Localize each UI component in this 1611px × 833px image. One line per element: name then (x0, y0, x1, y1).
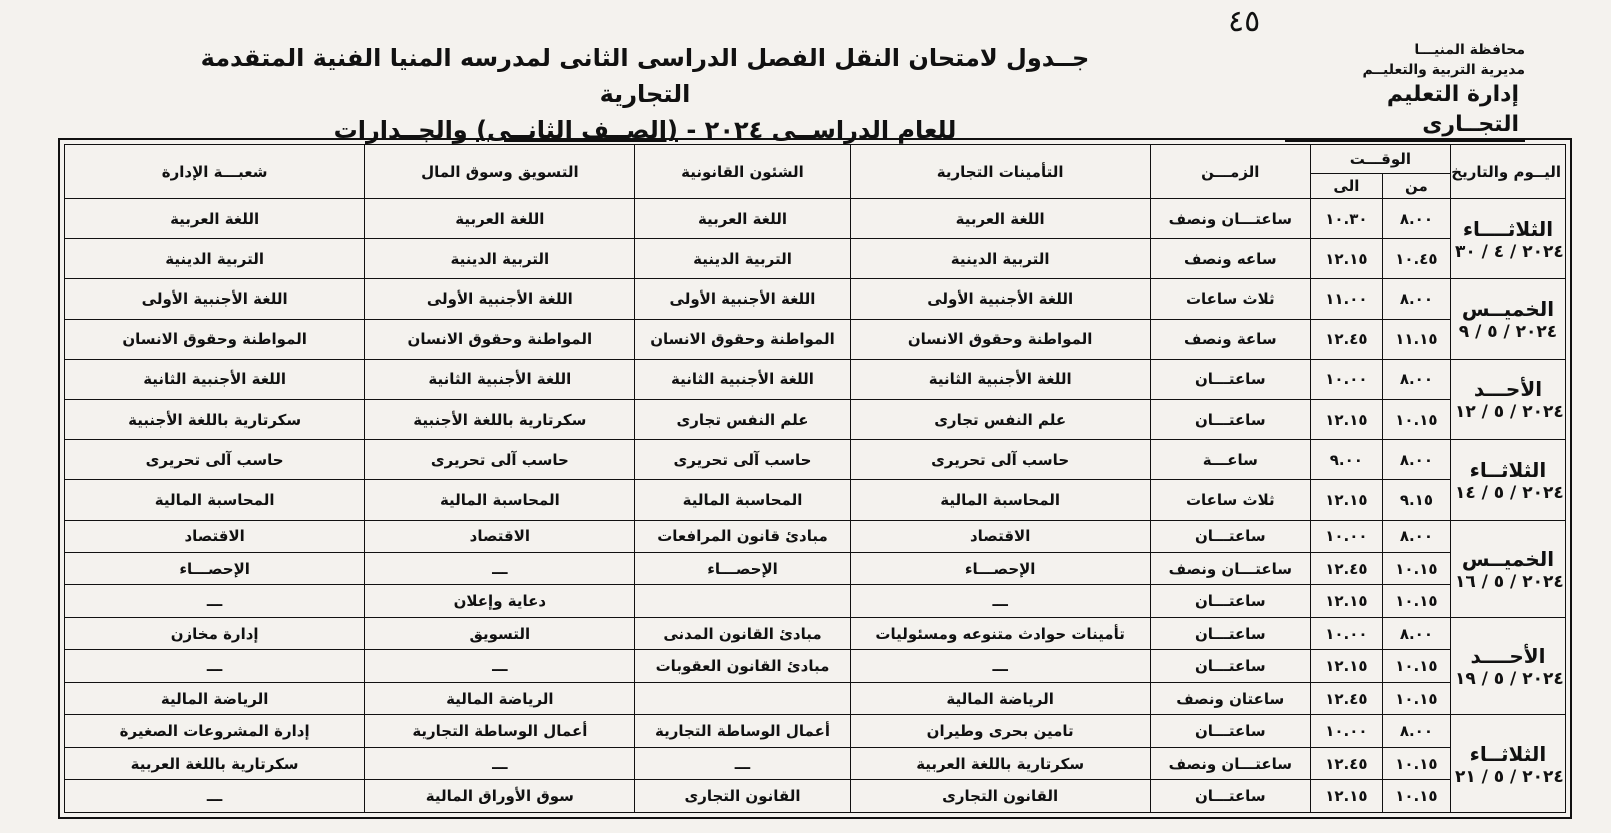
management-cell: الاقتصاد (65, 520, 365, 552)
insurance-cell: المواطنة وحقوق الانسان (850, 319, 1150, 359)
day-date-cell (1450, 715, 1565, 813)
legal-cell: أعمال الوساطة التجارية (635, 715, 850, 747)
marketing-cell: اللغة العربية (365, 199, 635, 239)
header-legal: الشئون القانونية (635, 145, 850, 199)
legal-cell: مبادئ قانون المرافعات (635, 520, 850, 552)
insurance-cell: القانون التجارى (850, 780, 1150, 813)
header-time: الوقـــت (1310, 145, 1450, 174)
management-cell: حاسب آلى تحريرى (65, 440, 365, 480)
header-from: من (1382, 174, 1450, 199)
from-cell: ١٠.١٥ (1382, 650, 1450, 682)
schedule-row (65, 585, 1566, 617)
duration-cell: ساعتـــان ونصف (1150, 747, 1310, 779)
exam-date: ٢٠٢٤ / ٥ / ١٦ (1454, 571, 1564, 592)
management-cell: سكرتارية باللغة العربية (65, 747, 365, 779)
to-cell: ١١.٠٠ (1310, 279, 1382, 319)
to-cell: ١٢.٤٥ (1310, 319, 1382, 359)
header-duration: الزمـــن (1150, 145, 1310, 199)
from-cell: ١٠.١٥ (1382, 780, 1450, 813)
legal-cell: الإحصـــاء (635, 552, 850, 584)
header-insurance: التأمينات التجارية (850, 145, 1150, 199)
from-cell: ١٠.١٥ (1382, 552, 1450, 584)
header-day: اليــوم والتاريخ (1450, 145, 1565, 199)
management-cell: المحاسبة المالية (65, 480, 365, 520)
schedule-row (65, 715, 1566, 747)
insurance-cell: ـــ (850, 585, 1150, 617)
insurance-cell: تامين بحرى وطيران (850, 715, 1150, 747)
duration-cell: ساعتـــان ونصف (1150, 552, 1310, 584)
duration-cell: ساعتـــان (1150, 650, 1310, 682)
schedule-row (65, 520, 1566, 552)
duration-cell: ساعتـــان (1150, 585, 1310, 617)
marketing-cell: ـــ (365, 747, 635, 779)
marketing-cell: المحاسبة المالية (365, 480, 635, 520)
from-cell: ٩.١٥ (1382, 480, 1450, 520)
duration-cell: ساعتـــان (1150, 399, 1310, 439)
duration-cell: ساعتـــان (1150, 715, 1310, 747)
schedule-row (65, 239, 1566, 279)
from-cell: ١٠.١٥ (1382, 399, 1450, 439)
from-cell: ٨.٠٠ (1382, 279, 1450, 319)
insurance-cell: ـــ (850, 650, 1150, 682)
marketing-cell: ـــ (365, 552, 635, 584)
from-cell: ١١.١٥ (1382, 319, 1450, 359)
marketing-cell: المواطنة وحقوق الانسان (365, 319, 635, 359)
management-cell: إدارة مخازن (65, 617, 365, 649)
duration-cell: ساعتـــان (1150, 617, 1310, 649)
duration-cell: ساعة ونصف (1150, 319, 1310, 359)
day-name: الخميــس (1461, 297, 1555, 322)
from-cell: ١٠.١٥ (1382, 682, 1450, 714)
schedule-row (65, 480, 1566, 520)
to-cell: ١٢.٤٥ (1310, 552, 1382, 584)
day-date-cell (1450, 279, 1565, 359)
legal-cell: المواطنة وحقوق الانسان (635, 319, 850, 359)
marketing-cell: ـــ (365, 650, 635, 682)
to-cell: ١٢.٤٥ (1310, 747, 1382, 779)
to-cell: ١٢.١٥ (1310, 780, 1382, 813)
day-name: الثلاثــاء (1469, 741, 1547, 766)
marketing-cell: دعاية وإعلان (365, 585, 635, 617)
to-cell: ١٢.١٥ (1310, 239, 1382, 279)
management-cell: اللغة الأجنبية الثانية (65, 359, 365, 399)
schedule-row (65, 747, 1566, 779)
management-cell: ـــ (65, 650, 365, 682)
day-date-cell (1450, 440, 1565, 520)
management-cell: اللغة الأجنبية الأولى (65, 279, 365, 319)
insurance-cell: تأمينات حوادث متنوعه ومسئوليات (850, 617, 1150, 649)
schedule-body (65, 199, 1566, 813)
insurance-cell: التربية الدينية (850, 239, 1150, 279)
exam-date: ٢٠٢٤ / ٥ / ٩ (1458, 322, 1558, 343)
day-name: الخميــس (1461, 546, 1555, 571)
from-cell: ٨.٠٠ (1382, 440, 1450, 480)
document-title (190, 40, 1100, 148)
administration-label: إدارة التعليم التجــارى (1285, 80, 1525, 142)
to-cell: ١٢.١٥ (1310, 650, 1382, 682)
day-date-cell (1450, 199, 1565, 279)
day-date-cell (1450, 617, 1565, 714)
day-date-cell (1450, 359, 1565, 439)
schedule-row (65, 682, 1566, 714)
legal-cell: اللغة الأجنبية الأولى (635, 279, 850, 319)
duration-cell: ساعتـــان ونصف (1150, 199, 1310, 239)
to-cell: ١٠.٠٠ (1310, 359, 1382, 399)
to-cell: ١٢.١٥ (1310, 585, 1382, 617)
to-cell: ١٢.١٥ (1310, 480, 1382, 520)
administration-header (1285, 40, 1525, 142)
schedule-row (65, 319, 1566, 359)
to-cell: ١٠.٠٠ (1310, 520, 1382, 552)
legal-cell: اللغة الأجنبية الثانية (635, 359, 850, 399)
from-cell: ٨.٠٠ (1382, 199, 1450, 239)
legal-cell: القانون التجارى (635, 780, 850, 813)
header-to: الى (1310, 174, 1382, 199)
schedule-frame (58, 138, 1572, 819)
day-name: الأحــــد (1470, 644, 1546, 669)
legal-cell: مبادئ القانون المدنى (635, 617, 850, 649)
duration-cell: ساعتـــان (1150, 359, 1310, 399)
management-cell: التربية الدينية (65, 239, 365, 279)
legal-cell (635, 682, 850, 714)
duration-cell: ساعـــة (1150, 440, 1310, 480)
from-cell: ٨.٠٠ (1382, 520, 1450, 552)
schedule-row (65, 650, 1566, 682)
from-cell: ٨.٠٠ (1382, 715, 1450, 747)
from-cell: ٨.٠٠ (1382, 359, 1450, 399)
legal-cell: حاسب آلى تحريرى (635, 440, 850, 480)
legal-cell: مبادئ القانون العقوبات (635, 650, 850, 682)
exam-schedule-table (64, 144, 1566, 813)
legal-cell: المحاسبة المالية (635, 480, 850, 520)
day-name: الثلاثــــاء (1462, 216, 1554, 241)
schedule-row (65, 399, 1566, 439)
day-name: الثلاثــاء (1469, 457, 1547, 482)
marketing-cell: اللغة الأجنبية الأولى (365, 279, 635, 319)
marketing-cell: سوق الأوراق المالية (365, 780, 635, 813)
duration-cell: ساعتـــان (1150, 520, 1310, 552)
management-cell: ـــ (65, 585, 365, 617)
schedule-row (65, 617, 1566, 649)
page-number: ٤٥ (1228, 4, 1261, 39)
schedule-row (65, 780, 1566, 813)
to-cell: ١٢.١٥ (1310, 399, 1382, 439)
legal-cell (635, 585, 850, 617)
insurance-cell: اللغة الأجنبية الثانية (850, 359, 1150, 399)
to-cell: ١٠.٠٠ (1310, 617, 1382, 649)
from-cell: ١٠.١٥ (1382, 747, 1450, 779)
marketing-cell: الاقتصاد (365, 520, 635, 552)
exam-date: ٢٠٢٤ / ٥ / ٢١ (1454, 766, 1564, 787)
marketing-cell: أعمال الوساطة التجارية (365, 715, 635, 747)
day-date-cell (1450, 520, 1565, 617)
management-cell: إدارة المشروعات الصغيرة (65, 715, 365, 747)
insurance-cell: اللغة الأجنبية الأولى (850, 279, 1150, 319)
insurance-cell: الرياضة المالية (850, 682, 1150, 714)
duration-cell: ساعتـــان (1150, 780, 1310, 813)
duration-cell: ساعتان ونصف (1150, 682, 1310, 714)
header-management: شعبـــة الإدارة (65, 145, 365, 199)
insurance-cell: علم النفس تجارى (850, 399, 1150, 439)
from-cell: ١٠.١٥ (1382, 585, 1450, 617)
to-cell: ١٠.٣٠ (1310, 199, 1382, 239)
title-year: للعام الدراســى ٢٠٢٤ - (678, 116, 957, 144)
exam-date: ٢٠٢٤ / ٤ / ٣٠ (1454, 241, 1564, 262)
schedule-row (65, 279, 1566, 319)
day-name: الأحـــد (1473, 377, 1543, 402)
to-cell: ١٠.٠٠ (1310, 715, 1382, 747)
management-cell: المواطنة وحقوق الانسان (65, 319, 365, 359)
title-line-1: جــدول لامتحان النقل الفصل الدراسى الثانى لمدرسه المنيا الفنية المتقدمة التجارية (200, 44, 1090, 108)
title-competencies: والجــدارات (333, 116, 477, 144)
legal-cell: علم النفس تجارى (635, 399, 850, 439)
marketing-cell: التسويق (365, 617, 635, 649)
marketing-cell: الرياضة المالية (365, 682, 635, 714)
legal-cell: اللغة العربية (635, 199, 850, 239)
exam-date: ٢٠٢٤ / ٥ / ١٩ (1454, 669, 1564, 690)
duration-cell: ثلاث ساعات (1150, 279, 1310, 319)
insurance-cell: المحاسبة المالية (850, 480, 1150, 520)
management-cell: ـــ (65, 780, 365, 813)
to-cell: ١٢.٤٥ (1310, 682, 1382, 714)
governorate-label: محافظة المنيـــا (1414, 42, 1525, 58)
marketing-cell: التربية الدينية (365, 239, 635, 279)
management-cell: الإحصـــاء (65, 552, 365, 584)
to-cell: ٩.٠٠ (1310, 440, 1382, 480)
management-cell: سكرتارية باللغة الأجنبية (65, 399, 365, 439)
header-marketing: التسويق وسوق المال (365, 145, 635, 199)
insurance-cell: الإحصـــاء (850, 552, 1150, 584)
marketing-cell: سكرتارية باللغة الأجنبية (365, 399, 635, 439)
schedule-row (65, 552, 1566, 584)
from-cell: ٨.٠٠ (1382, 617, 1450, 649)
insurance-cell: الاقتصاد (850, 520, 1150, 552)
insurance-cell: حاسب آلى تحريرى (850, 440, 1150, 480)
exam-date: ٢٠٢٤ / ٥ / ١٤ (1454, 482, 1564, 503)
legal-cell: ـــ (635, 747, 850, 779)
from-cell: ١٠.٤٥ (1382, 239, 1450, 279)
management-cell: الرياضة المالية (65, 682, 365, 714)
marketing-cell: اللغة الأجنبية الثانية (365, 359, 635, 399)
exam-date: ٢٠٢٤ / ٥ / ١٢ (1454, 402, 1564, 423)
duration-cell: ثلاث ساعات (1150, 480, 1310, 520)
insurance-cell: سكرتارية باللغة العربية (850, 747, 1150, 779)
marketing-cell: حاسب آلى تحريرى (365, 440, 635, 480)
directorate-label: مديرية التربية والتعليــم (1362, 62, 1525, 78)
duration-cell: ساعه ونصف (1150, 239, 1310, 279)
insurance-cell: اللغة العربية (850, 199, 1150, 239)
schedule-row (65, 199, 1566, 239)
schedule-row (65, 359, 1566, 399)
management-cell: اللغة العربية (65, 199, 365, 239)
title-grade: (الصــف الثانــى) (476, 116, 678, 144)
legal-cell: التربية الدينية (635, 239, 850, 279)
schedule-row (65, 440, 1566, 480)
